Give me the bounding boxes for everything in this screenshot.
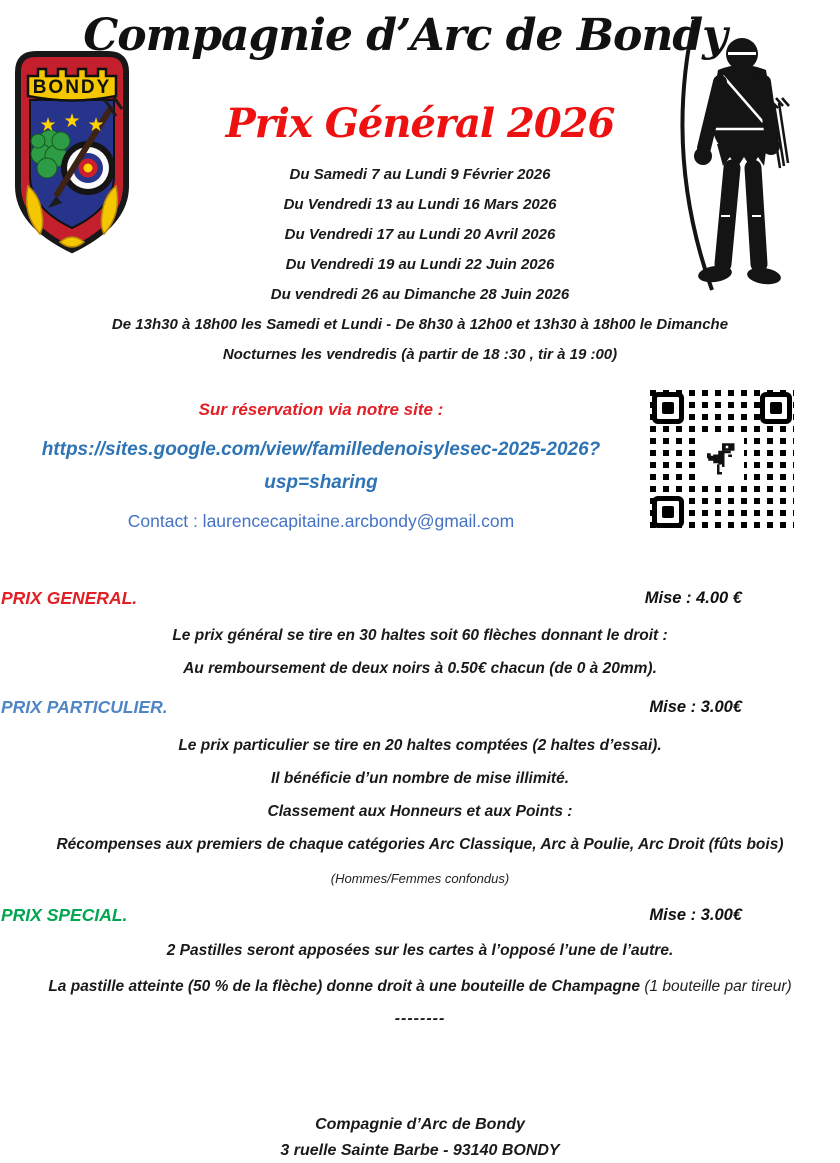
special-line: 2 Pastilles seront apposées sur les cartes à l’opposé l’une de l’autre.: [166, 942, 674, 959]
section-special-mise: Mise : 3.00€: [649, 906, 742, 924]
prize-sections: [0, 586, 840, 1026]
section-particulier-header: [0, 697, 840, 721]
section-general-title: PRIX GENERAL.: [1, 588, 138, 608]
section-special-header: [0, 905, 840, 929]
section-special-title: PRIX SPECIAL.: [1, 905, 128, 925]
general-line: Le prix général se tire en 30 haltes soit 60 flèches donnant le droit :: [172, 627, 668, 644]
particulier-line: Il bénéficie d’un nombre de mise illimité.: [270, 770, 569, 787]
qr-finder-bottom-left: [652, 496, 684, 528]
svg-text:BONDY: BONDY: [32, 77, 112, 98]
special-line-main: La pastille atteinte (50 % de la flèche) donne droit à une bouteille de Champagne: [48, 978, 645, 995]
qr-finder-top-right: [760, 392, 792, 424]
special-line: [0, 978, 840, 996]
particulier-line: Récompenses aux premiers de chaque catégories Arc Classique, Arc à Poulie, Arc Droit (fûts bois): [56, 836, 784, 853]
section-general-mise: Mise : 4.00 €: [644, 589, 742, 607]
opening-hours: De 13h30 à 18h00 les Samedi et Lundi - De 8h30 à 12h00 et 13h30 à 18h00 le Dimanche: [111, 316, 729, 333]
qr-dino-icon: [700, 434, 744, 484]
event-date: Du Vendredi 13 au Lundi 16 Mars 2026: [283, 196, 557, 213]
particulier-line: Le prix particulier se tire en 20 haltes comptées (2 haltes d’essai).: [178, 737, 662, 754]
qr-code: [648, 388, 796, 540]
event-title: Prix Général 2026: [225, 100, 615, 147]
svg-text:★: ★: [39, 115, 57, 136]
svg-text:★: ★: [87, 115, 105, 136]
event-date: Du Vendredi 19 au Lundi 22 Juin 2026: [285, 256, 555, 273]
section-general-header: [0, 588, 840, 612]
contact-email[interactable]: Contact : laurencecapitaine.arcbondy@gmail.com: [127, 511, 515, 531]
event-date: Du vendredi 26 au Dimanche 28 Juin 2026: [270, 286, 570, 303]
svg-text:★: ★: [63, 111, 81, 132]
section-particulier-mise: Mise : 3.00€: [649, 698, 742, 716]
qr-finder-top-left: [652, 392, 684, 424]
footer-club-name: Compagnie d’Arc de Bondy: [315, 1116, 525, 1133]
reservation-block: [28, 400, 614, 532]
general-line: Au remboursement de deux noirs à 0.50€ chacun (de 0 à 20mm).: [183, 660, 657, 677]
event-date: Du Vendredi 17 au Lundi 20 Avril 2026: [284, 226, 556, 243]
footer-address: [0, 1112, 840, 1163]
section-particulier-title: PRIX PARTICULIER.: [1, 697, 168, 717]
reservation-url-link[interactable]: https://sites.google.com/view/familledenoisylesec-2025-2026?usp=sharing: [41, 439, 601, 493]
nocturnes-note: Nocturnes les vendredis (à partir de 18 :30 , tir à 19 :00): [222, 346, 618, 363]
event-date: Du Samedi 7 au Lundi 9 Février 2026: [289, 166, 551, 183]
particulier-line: Classement aux Honneurs et aux Points :: [267, 803, 573, 820]
particulier-note: (Hommes/Femmes confondus): [330, 871, 510, 886]
special-line-note: (1 bouteille par tireur): [644, 978, 792, 995]
footer-street-address: 3 ruelle Sainte Barbe - 93140 BONDY: [280, 1142, 560, 1159]
reservation-heading: Sur réservation via notre site :: [198, 400, 444, 419]
page-title: Compagnie d’Arc de Bondy: [83, 10, 727, 61]
schedule-block: [0, 160, 840, 370]
divider-dashes: --------: [394, 1010, 446, 1027]
